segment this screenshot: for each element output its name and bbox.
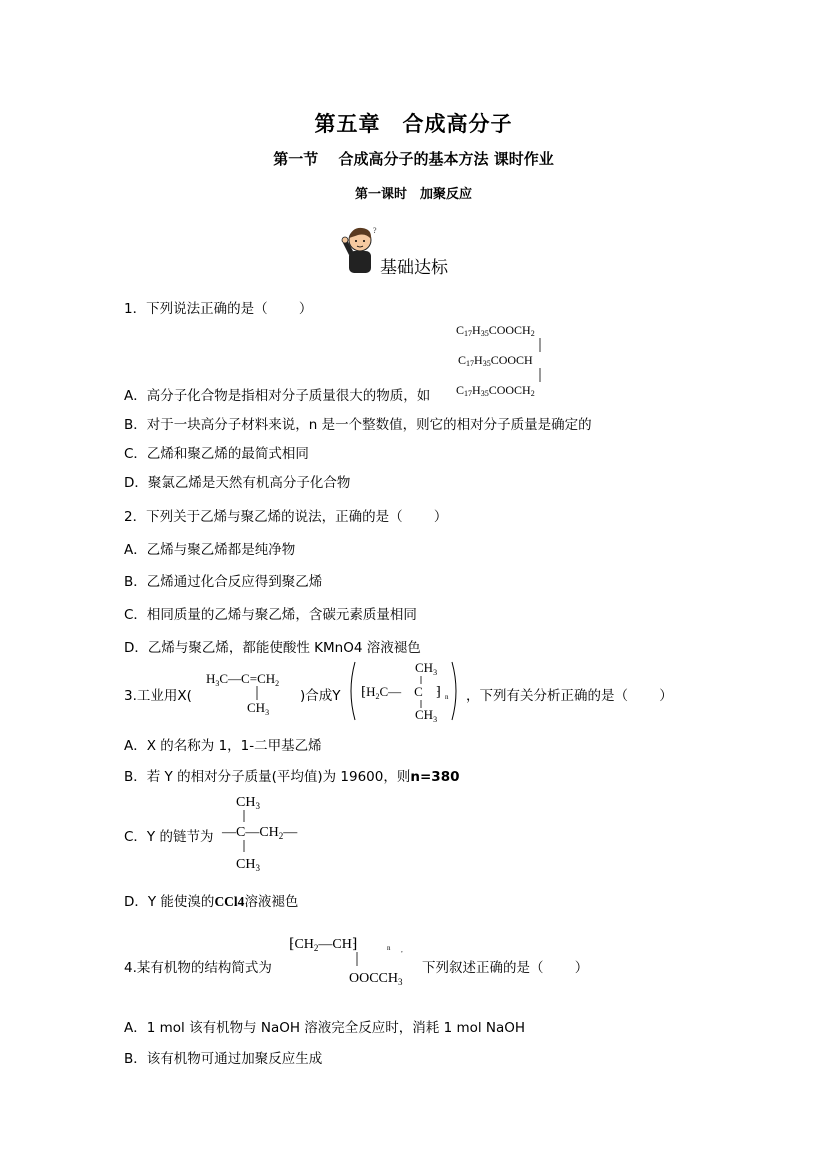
q3-stem-a: 3.工业用X( bbox=[124, 688, 192, 704]
basic-banner bbox=[340, 225, 480, 278]
svg-text:?: ? bbox=[373, 226, 377, 235]
svg-text:CH3: $CH_3$ bbox=[236, 857, 260, 872]
q1-option-d: D．聚氯乙烯是天然有机高分子化合物 bbox=[124, 475, 351, 491]
q3-option-d bbox=[124, 890, 298, 910]
q1-structure-line-1: $C_{17}H_{35}COOCH_2$ bbox=[456, 323, 535, 338]
q4-stem-b: 下列叙述正确的是（ ） bbox=[422, 960, 589, 976]
svg-text:—C—CH2—: $—C—CH_2—$ bbox=[222, 825, 298, 841]
svg-text:CH3: $CH_3$ bbox=[247, 700, 270, 717]
svg-text:OOCCH3: $OOCCH_3$ bbox=[349, 971, 403, 987]
q4-option-b: B．该有机物可通过加聚反应生成 bbox=[124, 1051, 323, 1067]
q4-structure bbox=[287, 928, 417, 992]
q2-option-d: D．乙烯与聚乙烯，都能使酸性 KMnO4 溶液褪色 bbox=[124, 640, 421, 656]
q3-stem-c: ，下列有关分析正确的是（ ） bbox=[466, 688, 673, 704]
q3-chain-unit-structure bbox=[220, 790, 320, 872]
svg-text:CH3: $CH_3$ bbox=[236, 795, 260, 811]
q1-option-c: C．乙烯和聚乙烯的最简式相同 bbox=[124, 446, 309, 462]
svg-text:,: , bbox=[401, 946, 403, 954]
q1-structure-line-3: $C_{17}H_{35}COOCH_2$ bbox=[456, 383, 535, 398]
svg-text:n: n bbox=[387, 944, 391, 952]
q2-stem: 2．下列关于乙烯与聚乙烯的说法，正确的是（ ） bbox=[124, 509, 448, 525]
svg-text:H3C—C=CH2: $H_3C—C=CH_2$ bbox=[206, 671, 280, 688]
section-title: 第一节 合成高分子的基本方法 课时作业 bbox=[273, 150, 554, 168]
chapter-title: 第五章 合成高分子 bbox=[314, 111, 513, 136]
banner-label: 基础达标 bbox=[380, 258, 448, 278]
q3-y-structure bbox=[347, 656, 462, 726]
q3-option-d-tail: 溶液褪色 bbox=[244, 894, 299, 910]
q1-option-b: B．对于一块高分子材料来说，n 是一个整数值，则它的相对分子质量是确定的 bbox=[124, 417, 592, 433]
lesson-title: 第一课时 加聚反应 bbox=[354, 187, 472, 202]
q3-stem-b: )合成Y bbox=[300, 688, 341, 704]
q1-option-a: A．高分子化合物是指相对分子质量很大的物质，如 bbox=[124, 388, 431, 404]
q3-option-b-answer: n=380 bbox=[410, 769, 460, 785]
q3-option-b-text: B．若 Y 的相对分子质量(平均值)为 19600，则 bbox=[124, 769, 411, 785]
q3-option-c: C．Y 的链节为 bbox=[124, 829, 214, 845]
q3-option-d-text: D．Y 能使溴的 bbox=[124, 894, 215, 910]
student-scratching-head-icon bbox=[340, 225, 380, 275]
q1-stem: 1．下列说法正确的是（ ） bbox=[124, 301, 313, 317]
q1-structure-bonds bbox=[538, 338, 542, 388]
q3-option-a: A．X 的名称为 1，1-二甲基乙烯 bbox=[124, 738, 322, 754]
q4-stem-a: 4.某有机物的结构简式为 bbox=[124, 960, 272, 976]
svg-text:CH3: $CH_3$ bbox=[415, 707, 438, 724]
q2-option-c: C．相同质量的乙烯与聚乙烯，含碳元素质量相同 bbox=[124, 607, 417, 623]
svg-text:CH3: $CH_3$ bbox=[415, 660, 438, 677]
q3-option-b bbox=[124, 765, 459, 785]
q3-x-structure bbox=[200, 664, 300, 720]
svg-text:⁅CH2—CH⁆: $⁅CH_2—CH⁆$ bbox=[289, 937, 358, 953]
q2-option-b: B．乙烯通过化合反应得到聚乙烯 bbox=[124, 574, 323, 590]
q4-option-a: A．1 mol 该有机物与 NaOH 溶液完全反应时，消耗 1 mol NaOH bbox=[124, 1020, 526, 1036]
q3-option-d-reagent: CCl4 bbox=[214, 894, 245, 909]
q1-structure-line-2: $C_{17}H_{35}COOCH$ bbox=[458, 353, 533, 368]
svg-text:n: n bbox=[445, 693, 449, 701]
svg-text:⁅H2C— C ⁆: $⁅H_2C—$ C ⁆ bbox=[361, 684, 441, 701]
q2-option-a: A．乙烯与聚乙烯都是纯净物 bbox=[124, 542, 296, 558]
